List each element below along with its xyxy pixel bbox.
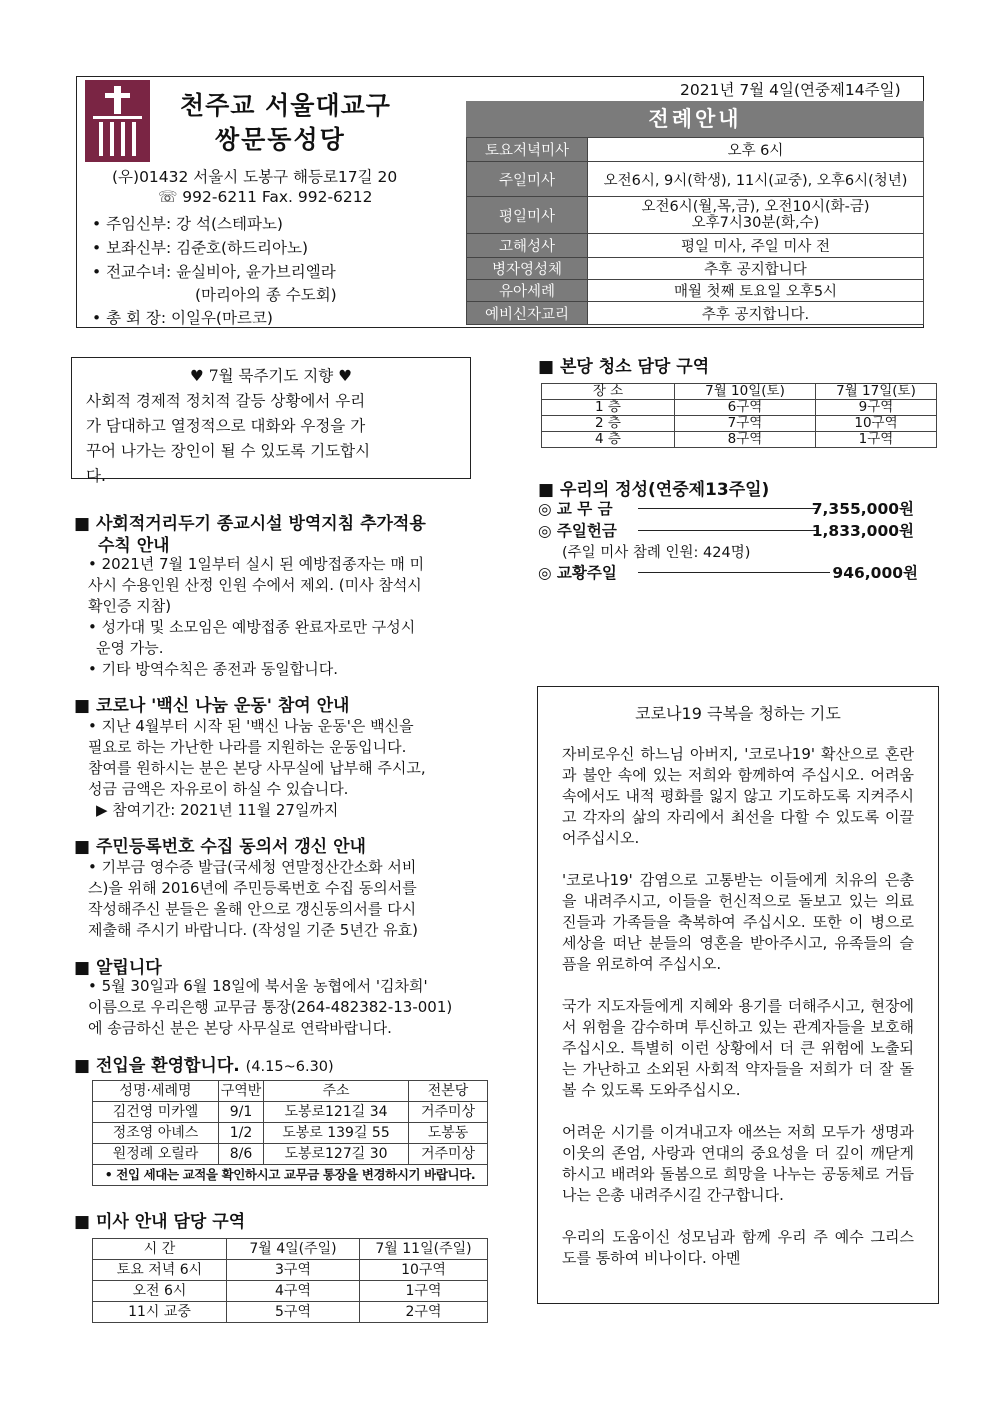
table-row [93, 1123, 488, 1144]
liturgy-table [466, 137, 924, 325]
notice-title: ■ 알립니다 [74, 958, 162, 978]
table-row [93, 1302, 488, 1323]
table-cell: 6구역 [675, 400, 816, 416]
cleaning-title: ■ 본당 청소 담당 구역 [538, 357, 710, 377]
table-cell: 원정례 오릴라 [93, 1144, 219, 1165]
table-cell: 1 층 [542, 400, 675, 416]
intention-line: 사회적 경제적 정치적 갈등 상황에서 우리 [86, 392, 366, 410]
table-header: 7월 17일(토) [816, 384, 937, 400]
table-header: 7월 11일(주일) [360, 1239, 488, 1260]
distancing-title: ■ 사회적거리두기 종교시설 방역지침 추가적용 [74, 514, 426, 534]
notice-body [88, 976, 474, 1039]
table-cell: 오전 6시 [93, 1281, 227, 1302]
body-line: 확인증 지참) [88, 597, 172, 615]
staff-pastor: • 주임신부: 강 석(스테파노) [92, 215, 283, 233]
liturgy-label: 토요저녁미사 [467, 138, 588, 162]
table-cell: 김건영 미카엘 [93, 1102, 219, 1123]
table-cell: 도봉로121길 34 [264, 1102, 409, 1123]
table-cell: 정조영 아녜스 [93, 1123, 219, 1144]
offering-amount: 946,000원 [832, 564, 918, 582]
liturgy-row [467, 162, 924, 197]
weekday-mass-line1: 오전6시(월,목,금), 오전10시(화-금) [641, 199, 870, 215]
table-cell: 2 층 [542, 416, 675, 432]
mass-duty-title: ■ 미사 안내 담당 구역 [74, 1212, 246, 1232]
table-cell: 10구역 [360, 1260, 488, 1281]
prayer-paragraph: 어려운 시기를 이겨내고자 애쓰는 저희 모두가 생명과 이웃의 존엄, 사랑과 연대의 중요성을 더 깊이 깨닫게 하시고 배려와 돌봄으로 희망을 나누는 공동체로 거듭나는 은총 내려주시길 간구합니다. [562, 1123, 914, 1204]
offering-amount: 1,833,000원 [811, 522, 914, 540]
resident-title: ■ 주민등록번호 수집 동의서 갱신 안내 [74, 837, 366, 857]
body-line: 참여를 원하시는 분은 본당 사무실에 납부해 주시고, [88, 759, 426, 777]
body-line: • 2021년 7월 1일부터 실시 된 예방접종자는 매 미 [88, 555, 425, 573]
resident-body [88, 857, 474, 941]
liturgy-value: 추후 공지합니다 [588, 258, 924, 280]
body-line: 필요로 하는 가난한 나라를 지원하는 운동입니다. [88, 738, 407, 756]
staff-president: • 총 회 장: 이일우(마르코) [92, 309, 273, 327]
welcome-title-text: ■ 전입을 환영합니다. [74, 1056, 240, 1076]
intention-line: 꾸어 나가는 장인이 될 수 있도록 기도합시 [86, 442, 371, 460]
table-cell: 1구역 [816, 432, 937, 448]
liturgy-label: 고해성사 [467, 234, 588, 258]
liturgy-label: 평일미사 [467, 197, 588, 234]
body-line: • 지난 4월부터 시작 된 '백신 나눔 운동'은 백신을 [88, 717, 414, 735]
intention-title: ♥ 7월 묵주기도 지향 ♥ [189, 367, 353, 385]
welcome-period: (4.15~6.30) [245, 1059, 334, 1075]
vaccine-body [88, 716, 474, 821]
liturgy-row [467, 280, 924, 302]
table-cell: 8/6 [219, 1144, 264, 1165]
table-cell: 토요 저녁 6시 [93, 1260, 227, 1281]
prayer-paragraph: 우리의 도움이신 성모님과 함께 우리 주 예수 그리스도를 통하여 비나이다. 아멘 [562, 1228, 914, 1267]
church-phone: ☏ 992-6211 Fax. 992-6212 [158, 188, 373, 206]
bulletin-date: 2021년 7월 4일(연중제14주일) [680, 81, 901, 99]
table-cell: 10구역 [816, 416, 937, 432]
church-name-line2: 쌍문동성당 [215, 125, 346, 154]
table-cell: 거주미상 [409, 1102, 488, 1123]
table-header: 주소 [264, 1081, 409, 1102]
body-line: • 기타 방역수칙은 종전과 동일합니다. [88, 660, 339, 678]
table-header: 구역반 [219, 1081, 264, 1102]
table-row [93, 1165, 488, 1186]
body-line: 스)을 위해 2016년에 주민등록번호 수집 동의서를 [88, 879, 417, 897]
body-line: 이름으로 우리은행 교무금 통장(264-482382-13-001) [88, 998, 453, 1016]
church-logo-icon [85, 80, 150, 162]
table-row [542, 400, 937, 416]
table-row [542, 416, 937, 432]
table-header: 7월 10일(토) [675, 384, 816, 400]
liturgy-label: 유아세례 [467, 280, 588, 302]
vaccine-title: ■ 코로나 '백신 나눔 운동' 참여 안내 [74, 696, 350, 716]
staff-assistant: • 보좌신부: 김준호(하드리아노) [92, 239, 308, 257]
liturgy-value: 오전6시, 9시(학생), 11시(교중), 오후6시(청년) [588, 162, 924, 197]
church-address: (우)01432 서울시 도봉구 해등로17길 20 [112, 168, 398, 186]
table-cell: 5구역 [227, 1302, 360, 1323]
body-line: • 5월 30일과 6월 18일에 북서울 농협에서 '김차희' [88, 977, 428, 995]
staff-sisters: • 전교수녀: 윤실비아, 윤가브리엘라 [92, 263, 336, 281]
table-header-row [93, 1239, 488, 1260]
table-row [542, 432, 937, 448]
body-line: • 성가대 및 소모임은 예방접종 완료자로만 구성시 [88, 618, 416, 636]
table-cell: 도봉로127길 30 [264, 1144, 409, 1165]
table-cell: 3구역 [227, 1260, 360, 1281]
distancing-body [88, 554, 474, 680]
body-line: 제출해 주시기 바랍니다. (작성일 기준 5년간 유효) [88, 921, 418, 939]
body-line: 작성해주신 분들은 올해 안으로 갱신동의서를 다시 [88, 900, 417, 918]
table-header-row [542, 384, 937, 400]
offering-row [538, 561, 924, 583]
liturgy-value: 추후 공지합니다. [588, 302, 924, 325]
distancing-title-2: 수칙 안내 [98, 536, 170, 556]
liturgy-row [467, 234, 924, 258]
offering-label: ◎ 교황주일 [538, 564, 617, 582]
intention-line: 가 담대하고 열정적으로 대화와 우정을 가 [86, 417, 366, 435]
prayer-paragraph: 국가 지도자들에게 지혜와 용기를 더해주시고, 현장에서 위험을 감수하며 투신하고 있는 관계자들을 보호해주십시오. 특별히 이런 상황에서 더 큰 위험에 노출되는 가난하고 소외된 사회적 약자들을 저희가 더 잘 돌볼 수 있도록 도와주십시오. [562, 997, 914, 1099]
rosary-intention-box [71, 357, 471, 485]
table-row [93, 1144, 488, 1165]
table-cell: 9구역 [816, 400, 937, 416]
table-row [93, 1102, 488, 1123]
covid-prayer-box [537, 686, 939, 1304]
liturgy-label: 주일미사 [467, 162, 588, 197]
table-header-row [93, 1081, 488, 1102]
table-header: 장 소 [542, 384, 675, 400]
table-cell: 거주미상 [409, 1144, 488, 1165]
table-cell: 4 층 [542, 432, 675, 448]
liturgy-value [588, 197, 924, 234]
table-cell: 9/1 [219, 1102, 264, 1123]
offering-attendance: (주일 미사 참례 인원: 424명) [562, 545, 751, 561]
body-line: 사시 수용인원 산정 인원 수에서 제외. (미사 참석시 [88, 576, 422, 594]
body-line: 에 송금하신 분은 본당 사무실로 연락바랍니다. [88, 1019, 392, 1037]
liturgy-value: 매월 첫째 토요일 오후5시 [588, 280, 924, 302]
table-cell: 8구역 [675, 432, 816, 448]
offering-list [538, 497, 924, 583]
intention-line: 다. [86, 467, 106, 485]
table-cell: 1/2 [219, 1123, 264, 1144]
table-header: 7월 4일(주일) [227, 1239, 360, 1260]
liturgy-row [467, 258, 924, 280]
table-cell: 도봉동 [409, 1123, 488, 1144]
body-line: 운영 가능. [96, 639, 164, 657]
offering-amount: 7,355,000원 [811, 500, 914, 518]
table-cell: 11시 교중 [93, 1302, 227, 1323]
table-header: 전본당 [409, 1081, 488, 1102]
body-line: 성금 금액은 자유로이 하실 수 있습니다. [88, 780, 349, 798]
offering-title: ■ 우리의 정성(연중제13주일) [538, 480, 770, 500]
table-header: 시 간 [93, 1239, 227, 1260]
offering-label: ◎ 교 무 금 [538, 500, 613, 518]
liturgy-label: 병자영성체 [467, 258, 588, 280]
liturgy-row [467, 302, 924, 325]
liturgy-title: 전례안내 [466, 101, 924, 137]
welcome-note: • 전입 세대는 교적을 확인하시고 교무금 통장을 변경하시기 바랍니다. [93, 1165, 488, 1186]
table-cell: 도봉로 139길 55 [264, 1123, 409, 1144]
offering-row [538, 519, 924, 541]
offering-label: ◎ 주일헌금 [538, 522, 617, 540]
body-line: ▶ 참여기간: 2021년 11월 27일까지 [96, 801, 339, 819]
liturgy-value: 평일 미사, 주일 미사 전 [588, 234, 924, 258]
liturgy-row [467, 138, 924, 162]
welcome-table [92, 1080, 488, 1186]
prayer-title: 코로나19 극복을 청하는 기도 [635, 704, 841, 723]
table-cell: 7구역 [675, 416, 816, 432]
weekday-mass-line2: 오후7시30분(화,수) [691, 215, 820, 231]
liturgy-label: 예비신자교리 [467, 302, 588, 325]
table-row [93, 1281, 488, 1302]
staff-sisters-order: (마리아의 종 수도회) [195, 286, 337, 304]
liturgy-value: 오후 6시 [588, 138, 924, 162]
prayer-paragraph: '코로나19' 감염으로 고통받는 이들에게 치유의 은총을 내려주시고, 이들을 헌신적으로 돌보고 있는 의료진들과 가족들을 축복하여 주십시오. 또한 이 병으로 세상을 떠난 분들의 영혼을 받아주시고, 유족들의 슬픔을 위로하여 주십시오. [562, 871, 914, 973]
table-cell: 2구역 [360, 1302, 488, 1323]
table-cell: 4구역 [227, 1281, 360, 1302]
cleaning-table [541, 383, 937, 448]
liturgy-row [467, 197, 924, 234]
church-name-line1: 천주교 서울대교구 [180, 91, 391, 120]
welcome-title [74, 1051, 334, 1076]
mass-duty-table [92, 1238, 488, 1323]
table-row [93, 1260, 488, 1281]
body-line: • 기부금 영수증 발급(국세청 연말정산간소화 서비 [88, 858, 417, 876]
table-cell: 1구역 [360, 1281, 488, 1302]
offering-row [538, 497, 924, 519]
prayer-paragraph: 자비로우신 하느님 아버지, '코로나19' 확산으로 혼란과 불안 속에 있는 저희와 함께하여 주십시오. 어려움 속에서도 내적 평화를 잃지 않고 기도하도록 지켜주시고 각자의 삶의 자리에서 최선을 다할 수 있도록 이끌어주십시오. [562, 745, 914, 847]
table-header: 성명·세례명 [93, 1081, 219, 1102]
